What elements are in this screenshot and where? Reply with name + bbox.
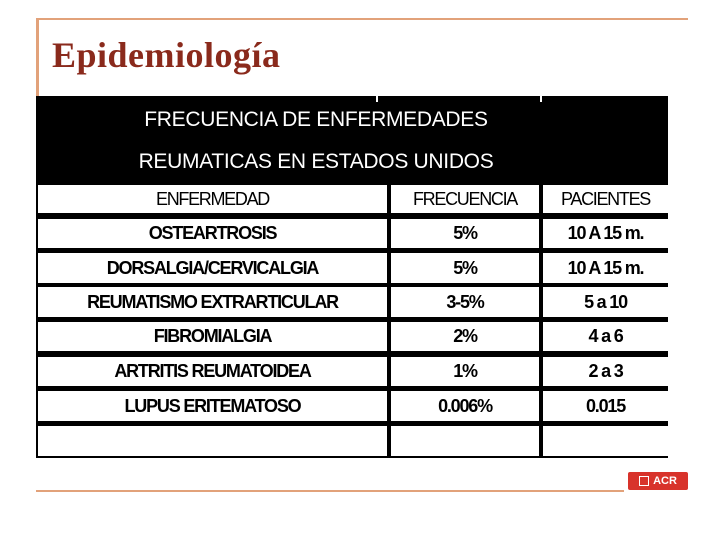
table-cell-patients: 10 A 15 m.: [543, 219, 668, 248]
table-cell-disease: LUPUS ERITEMATOSO: [38, 391, 387, 421]
top-accent-rule: [36, 18, 688, 20]
table-cell-frequency: 5%: [391, 219, 539, 248]
column-header-pacientes: PACIENTES: [543, 185, 668, 213]
acr-logo-mark-icon: [639, 476, 649, 486]
table-cell-disease: ARTRITIS REUMATOIDEA: [38, 357, 387, 386]
table-heading-line-2: REUMATICAS EN ESTADOS UNIDOS: [138, 150, 494, 173]
left-accent-rule: [36, 18, 39, 98]
table-cell-patients: [543, 426, 668, 456]
table-cell-patients: 2 a 3: [543, 357, 668, 386]
acr-logo: [628, 472, 688, 490]
table-heading-line-1: FRECUENCIA DE ENFERMEDADES: [144, 108, 488, 131]
table-cell-patients: 4 a 6: [543, 322, 668, 351]
table-cell-frequency: 2%: [391, 322, 539, 351]
table-cell-patients: 5 a 10: [543, 287, 668, 317]
table-cell-disease: REUMATISMO EXTRARTICULAR: [38, 287, 387, 317]
column-header-enfermedad: ENFERMEDAD: [38, 185, 387, 213]
table-cell-frequency: 0.006%: [391, 391, 539, 421]
table-cell-disease: OSTEARTROSIS: [38, 219, 387, 248]
table-cell-disease: FIBROMIALGIA: [38, 322, 387, 351]
table-cell-patients: 10 A 15 m.: [543, 253, 668, 283]
bottom-accent-rule: [36, 490, 624, 492]
table-cell-frequency: [391, 426, 539, 456]
table-cell-disease: [38, 426, 387, 456]
acr-logo-text: ACR: [653, 475, 677, 487]
table-cell-frequency: 3-5%: [391, 287, 539, 317]
table-cell-disease: DORSALGIA/CERVICALGIA: [38, 253, 387, 283]
table-cell-frequency: 1%: [391, 357, 539, 386]
table-heading: [36, 96, 668, 184]
slide-title: Epidemiología: [52, 35, 281, 75]
column-header-frecuencia: FRECUENCIA: [391, 185, 539, 213]
table-cell-frequency: 5%: [391, 253, 539, 283]
frequency-table: [36, 96, 668, 458]
table-cell-patients: 0.015: [543, 391, 668, 421]
